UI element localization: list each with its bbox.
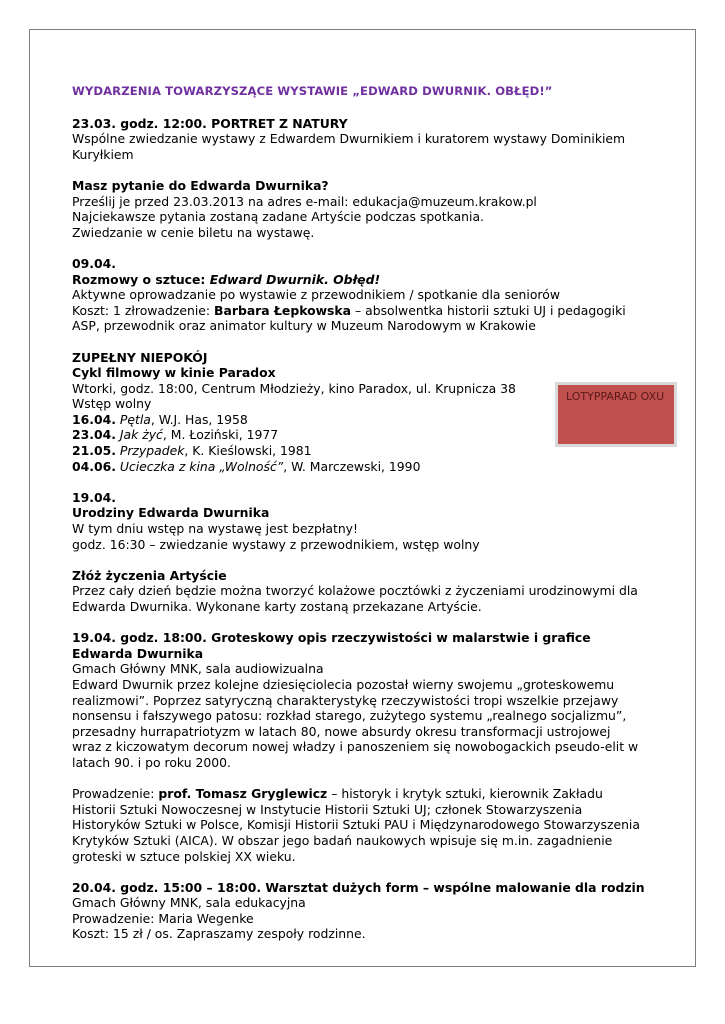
event-title: Masz pytanie do Edwarda Dwurnika? xyxy=(72,177,329,193)
event-title: Rozmowy o sztuce: Edward Dwurnik. Obłęd! xyxy=(72,271,381,287)
event-line: Prowadzenie: Maria Wegenke xyxy=(72,910,254,926)
page-heading: WYDARZENIA TOWARZYSZĄCE WYSTAWIE „EDWARD DWURNIK. OBŁĘD!” xyxy=(72,84,553,98)
film-item: 23.04. Jak żyć, M. Łoziński, 1977 xyxy=(72,427,279,443)
film-item: 16.04. Pętla, W.J. Has, 1958 xyxy=(72,411,248,427)
event-questions xyxy=(72,178,642,240)
event-line: Aktywne oprowadzanie po wystawie z przewodnikiem / spotkanie dla seniorów xyxy=(72,287,560,303)
lecturer-bio: Prowadzenie: prof. Tomasz Gryglewicz – historyk i krytyk sztuki, kierownik Zakładu Historii Sztuki Nowoczesnej w Instytucie Historii Sztuki UJ; członek Stowarzyszenia Historyków Sztuki w Polsce, Komisji Historii Sztuki PAU i Międzynarodowego Stowarzyszenia Krytyków Sztuki (AICA). W obszar jego badań naukowych wpisuje się m.in. zagadnienie groteski w sztuce polskiej XX wieku. xyxy=(72,786,640,864)
cycle-subtitle: Cykl filmowy w kinie Paradox xyxy=(72,365,276,381)
event-title: 23.03. godz. 12:00. PORTRET Z NATURY xyxy=(72,115,348,131)
event-line: W tym dniu wstęp na wystawę jest bezpłatny! xyxy=(72,521,358,537)
event-wishes xyxy=(72,568,642,615)
event-line: Wstęp wolny xyxy=(72,396,152,412)
event-date: 09.04. xyxy=(72,255,116,271)
document-body xyxy=(72,84,645,958)
event-lecture xyxy=(72,630,642,770)
film-item: 04.06. Ucieczka z kina „Wolność”, W. Marczewski, 1990 xyxy=(72,458,421,474)
event-date: 19.04. xyxy=(72,489,116,505)
event-line: Koszt: 15 zł / os. Zapraszamy zespoły rodzinne. xyxy=(72,926,366,942)
event-line: godz. 16:30 – zwiedzanie wystawy z przewodnikiem, wstęp wolny xyxy=(72,536,480,552)
sticky-note: LOTYPPARAD OXU xyxy=(555,382,677,447)
event-place: Gmach Główny MNK, sala audiowizualna xyxy=(72,661,324,677)
event-line: Gmach Główny MNK, sala edukacyjna xyxy=(72,895,306,911)
event-description: Przez cały dzień będzie można tworzyć kolażowe pocztówki z życzeniami urodzinowymi dla Edwarda Dwurnika. Wykonane karty zostaną przekazane Artyście. xyxy=(72,583,638,614)
event-birthday xyxy=(72,490,642,552)
event-description: Wspólne zwiedzanie wystawy z Edwardem Dwurnikiem i kuratorem wystawy Dominikiem Kuryłkiem xyxy=(72,131,626,162)
event-title: Urodziny Edwarda Dwurnika xyxy=(72,505,270,521)
event-cost: Koszt: 1 złrowadzenie: Barbara Łepkowska – absolwentka historii sztuki UJ i pedagogiki ASP, przewodnik oraz animator kultury w Muzeum Narodowym w Krakowie xyxy=(72,302,626,334)
event-line: Najciekawsze pytania zostaną zadane Artyście podczas spotkania. xyxy=(72,209,484,225)
event-line: Zwiedzanie w cenie biletu na wystawę. xyxy=(72,224,315,240)
event-lecturer xyxy=(72,786,642,864)
event-title: Złóż życzenia Artyście xyxy=(72,567,227,583)
event-title: 20.04. godz. 15:00 – 18:00. Warsztat dużych form – wspólne malowanie dla rodzin xyxy=(72,879,645,895)
event-title: 19.04. godz. 18:00. Groteskowy opis rzeczywistości w malarstwie i grafice Edwarda Dwurnika xyxy=(72,630,591,661)
event-line: Wtorki, godz. 18:00, Centrum Młodzieży, kino Paradox, ul. Krupnicza 38 xyxy=(72,380,516,396)
cycle-title: ZUPEŁNY NIEPOKÓJ xyxy=(72,349,208,365)
film-item: 21.05. Przypadek, K. Kieślowski, 1981 xyxy=(72,443,312,459)
event-description: Edward Dwurnik przez kolejne dziesięciolecia pozostał wierny swojemu „groteskowemu realizmowi”. Poprzez satyryczną charakterystykę rzeczywistości tropi wszelkie przejawy nonsensu i fałszywego patosu: rozkład starego, zużytego systemu „realnego socjalizmu”, przesadny hurrapatriotyzm w latach 80, nowe absurdy okresu transformacji ustrojowej wraz z kiczowatym decorum nowej władzy i panoszeniem się nowobogackich pseudo-elit w latach 90. i po roku 2000. xyxy=(72,676,639,770)
event-portret-z-natury xyxy=(72,116,642,163)
event-workshop xyxy=(72,879,645,942)
event-rozmowy-o-sztuce xyxy=(72,256,642,334)
event-line: Prześlij je przed 23.03.2013 na adres e-mail: edukacja@muzeum.krakow.pl xyxy=(72,193,537,209)
